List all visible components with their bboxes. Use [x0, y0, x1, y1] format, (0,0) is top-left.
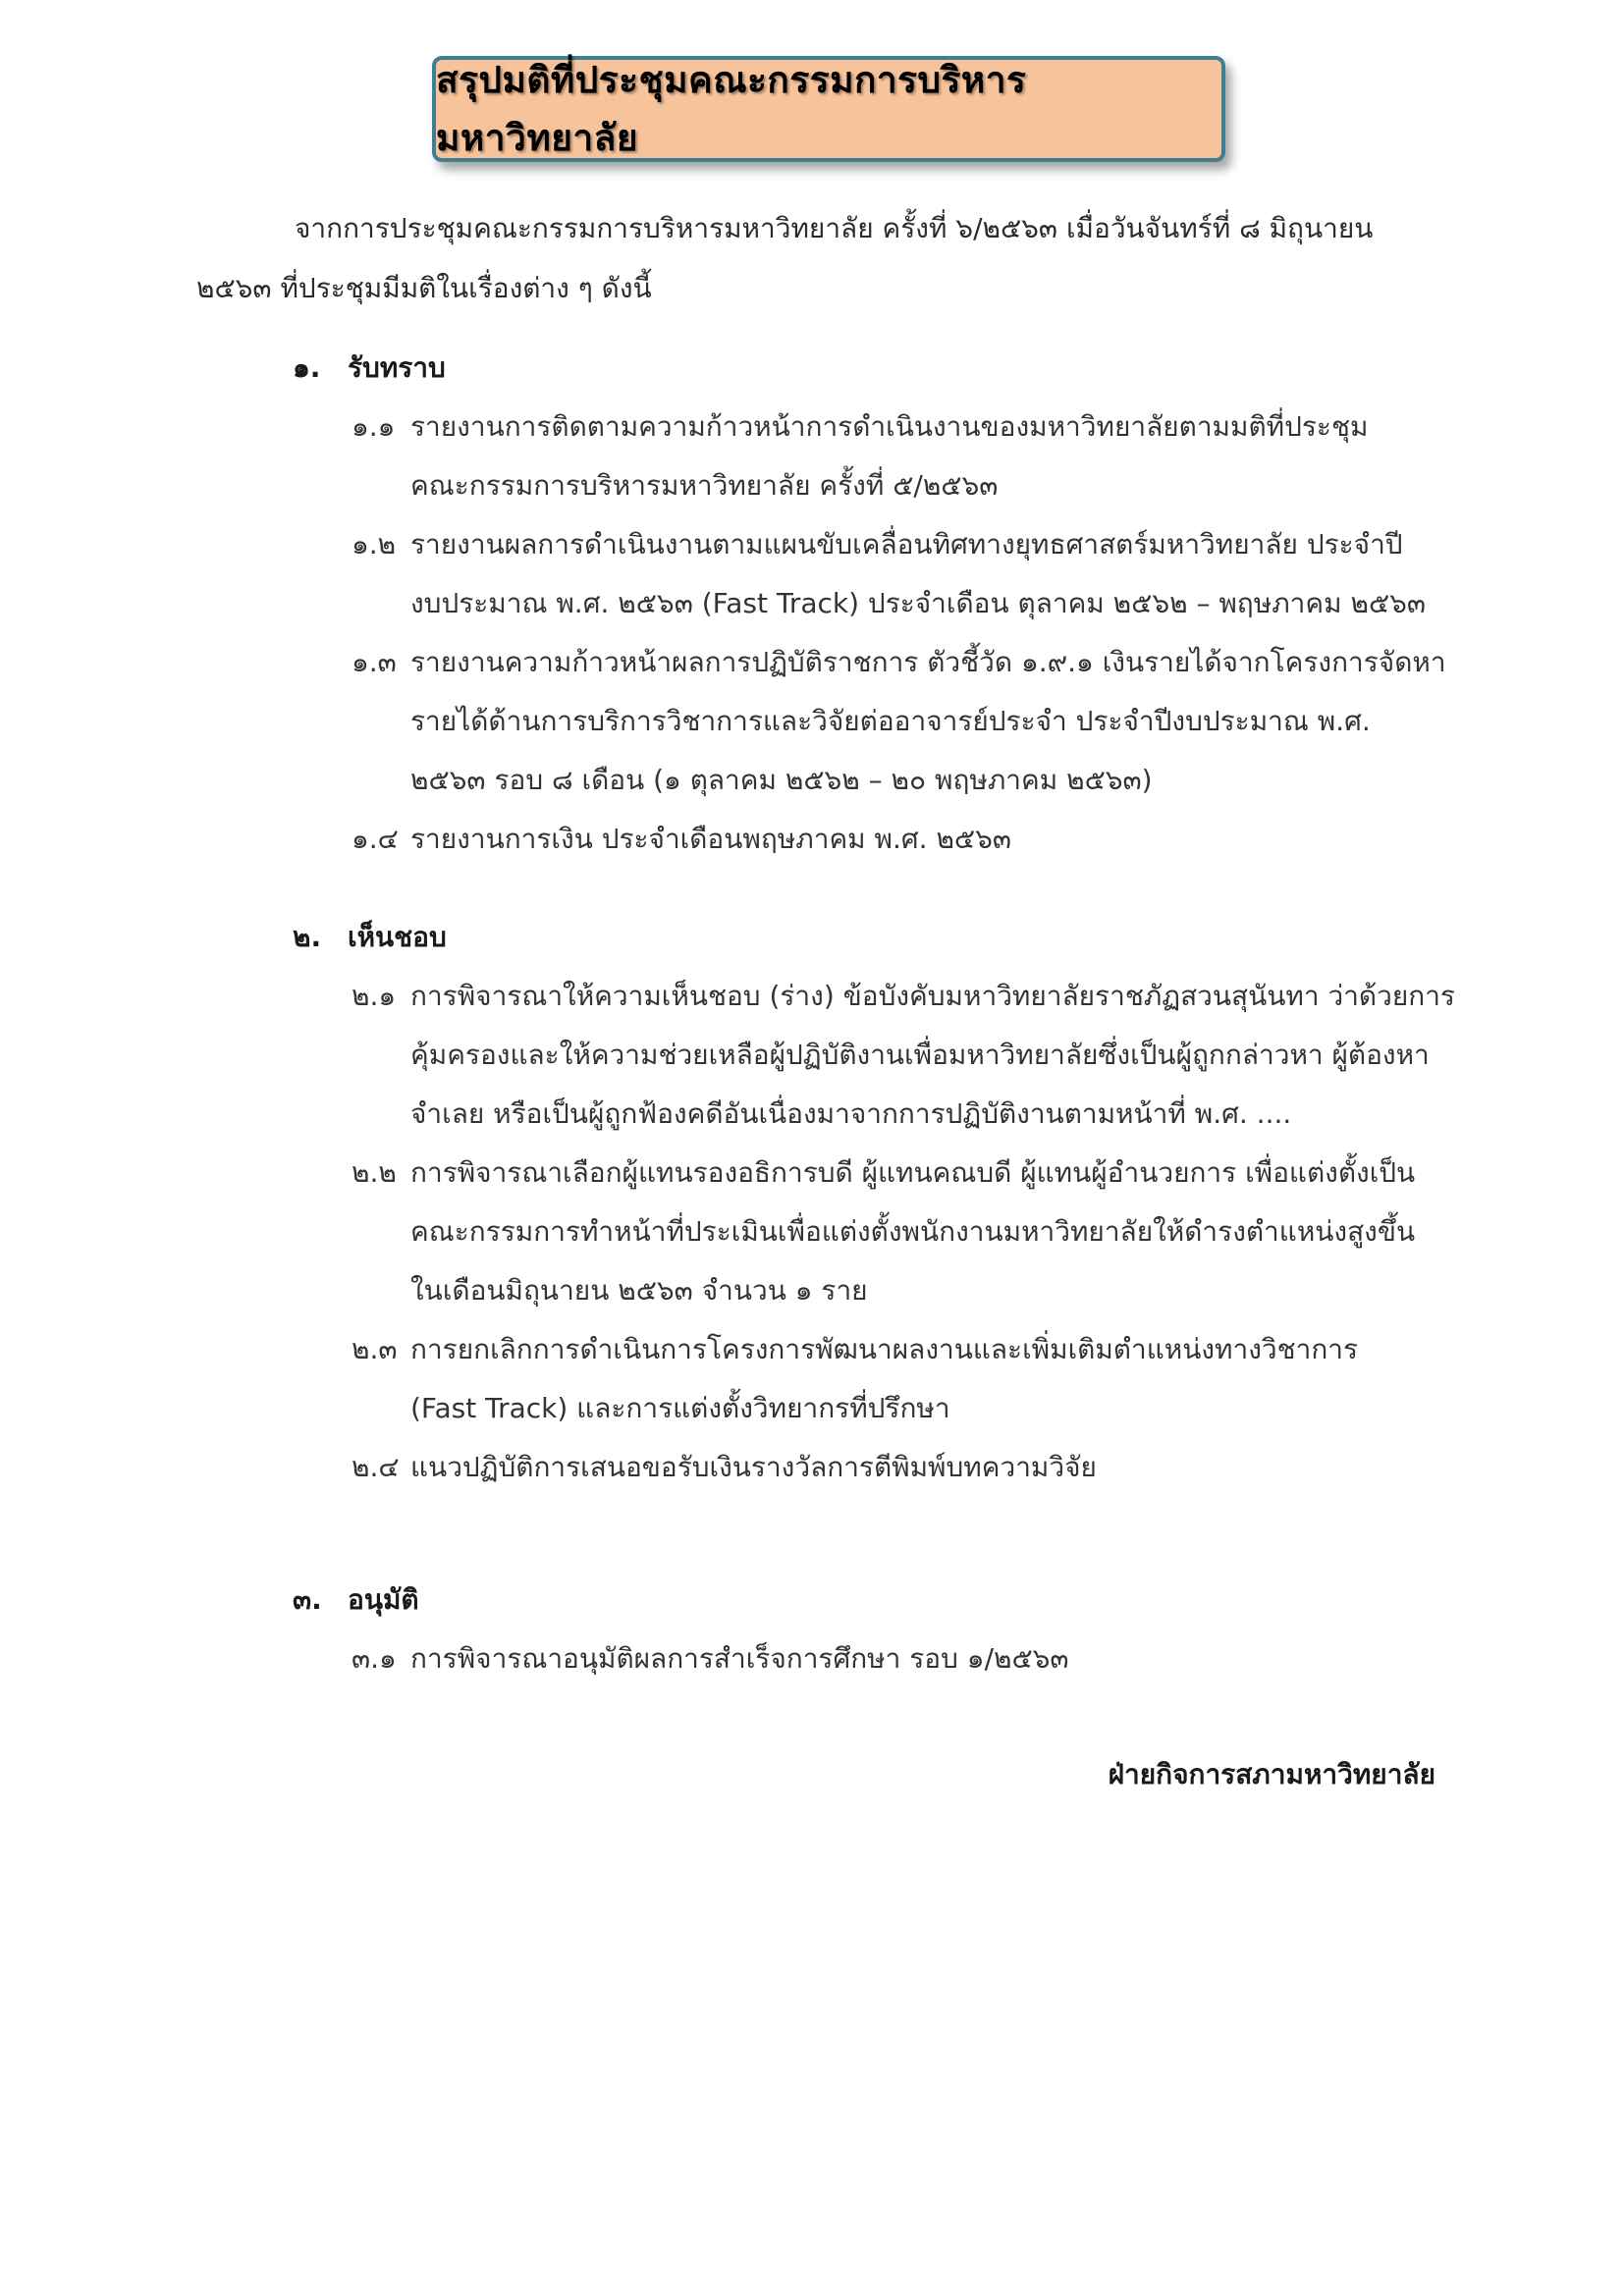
- intro-paragraph: [196, 198, 1435, 318]
- list-item: [293, 1144, 1435, 1320]
- section-title: เห็นชอบ: [348, 921, 447, 953]
- item-line: การพิจารณาเลือกผู้แทนรองอธิการบดี ผู้แทนคณบดี ผู้แทนผู้อำนวยการ เพื่อแต่งตั้งเป็น: [410, 1156, 1416, 1189]
- item-line: คณะกรรมการบริหารมหาวิทยาลัย ครั้งที่ ๕/๒๕๖๓: [410, 469, 999, 502]
- item-line: รายได้ด้านการบริการวิชาการและวิจัยต่ออาจารย์ประจำ ประจำปีงบประมาณ พ.ศ.: [410, 705, 1371, 737]
- item-number: ๑.๓: [352, 646, 397, 678]
- item-line: รายงานการเงิน ประจำเดือนพฤษภาคม พ.ศ. ๒๕๖๓: [410, 823, 1012, 855]
- document-title: สรุปมติที่ประชุมคณะกรรมการบริหารมหาวิทยาลัย: [436, 59, 1027, 159]
- item-line: รายงานการติดตามความก้าวหน้าการดำเนินงานของมหาวิทยาลัยตามมติที่ประชุม: [410, 410, 1369, 443]
- intro-line: ๒๕๖๓ ที่ประชุมมีมติในเรื่องต่าง ๆ ดังนี้: [196, 272, 652, 304]
- list-item: [293, 515, 1435, 633]
- item-line: แนวปฏิบัติการเสนอขอรับเงินรางวัลการตีพิมพ์บทความวิจัย: [410, 1451, 1097, 1483]
- item-line: ๒๕๖๓ รอบ ๘ เดือน (๑ ตุลาคม ๒๕๖๒ – ๒๐ พฤษภาคม ๒๕๖๓): [410, 764, 1153, 796]
- item-number: ๓.๑: [352, 1642, 397, 1675]
- title-box: [432, 56, 1225, 162]
- item-line: จำเลย หรือเป็นผู้ถูกฟ้องคดีอันเนื่องมาจากการปฏิบัติงานตามหน้าที่ พ.ศ. ....: [410, 1097, 1292, 1130]
- section-title: รับทราบ: [348, 351, 446, 384]
- item-number: ๑.๑: [352, 410, 396, 443]
- section-number: ๑.: [293, 351, 321, 384]
- item-line: การยกเลิกการดำเนินการโครงการพัฒนาผลงานและเพิ่มเติมตำแหน่งทางวิชาการ: [410, 1333, 1359, 1365]
- item-line: คณะกรรมการทำหน้าที่ประเมินเพื่อแต่งตั้งพนักงานมหาวิทยาลัยให้ดำรงตำแหน่งสูงขึ้น: [410, 1215, 1416, 1248]
- section-number: ๓.: [293, 1583, 322, 1616]
- item-line: (Fast Track) และการแต่งตั้งวิทยากรที่ปรึกษา: [410, 1392, 950, 1424]
- section-heading: [293, 908, 1435, 967]
- item-number: ๒.๔: [352, 1451, 400, 1483]
- section-acknowledged: [293, 339, 1446, 869]
- item-number: ๒.๓: [352, 1333, 398, 1365]
- intro-line: จากการประชุมคณะกรรมการบริหารมหาวิทยาลัย ครั้งที่ ๖/๒๕๖๓ เมื่อวันจันทร์ที่ ๘ มิถุนายน: [295, 212, 1374, 244]
- section-approved: [293, 1571, 1435, 1688]
- item-line: การพิจารณาให้ความเห็นชอบ (ร่าง) ข้อบังคับมหาวิทยาลัยราชภัฏสวนสุนันทา ว่าด้วยการ: [410, 980, 1455, 1012]
- list-item: [293, 1320, 1435, 1438]
- list-item: [293, 1438, 1435, 1497]
- list-item: [293, 398, 1435, 515]
- item-line: ในเดือนมิถุนายน ๒๕๖๓ จำนวน ๑ ราย: [410, 1274, 868, 1307]
- item-line: รายงานความก้าวหน้าผลการปฏิบัติราชการ ตัวชี้วัด ๑.๙.๑ เงินรายได้จากโครงการจัดหา: [410, 646, 1446, 678]
- list-item: [293, 967, 1455, 1144]
- list-item: [293, 810, 1435, 869]
- section-title: อนุมัติ: [348, 1583, 419, 1616]
- section-approved-in-principle: [293, 908, 1455, 1497]
- item-number: ๑.๒: [352, 528, 397, 561]
- item-line: รายงานผลการดำเนินงานตามแผนขับเคลื่อนทิศทางยุทธศาสตร์มหาวิทยาลัย ประจำปี: [410, 528, 1403, 561]
- item-line: คุ้มครองและให้ความช่วยเหลือผู้ปฏิบัติงานเพื่อมหาวิทยาลัยซึ่งเป็นผู้ถูกกล่าวหา ผู้ต้องหา: [410, 1039, 1430, 1071]
- item-number: ๒.๑: [352, 980, 397, 1012]
- list-item: [293, 633, 1446, 810]
- signature-department: ฝ่ายกิจการสภามหาวิทยาลัย: [1108, 1758, 1435, 1790]
- item-line: การพิจารณาอนุมัติผลการสำเร็จการศึกษา รอบ ๑/๒๕๖๓: [410, 1642, 1069, 1675]
- item-line: งบประมาณ พ.ศ. ๒๕๖๓ (Fast Track) ประจำเดือน ตุลาคม ๒๕๖๒ – พฤษภาคม ๒๕๖๓: [410, 587, 1427, 619]
- list-item: [293, 1629, 1435, 1688]
- item-number: ๒.๒: [352, 1156, 397, 1189]
- section-number: ๒.: [293, 921, 322, 953]
- item-number: ๑.๔: [352, 823, 399, 855]
- section-heading: [293, 1571, 1435, 1629]
- section-heading: [293, 339, 1435, 398]
